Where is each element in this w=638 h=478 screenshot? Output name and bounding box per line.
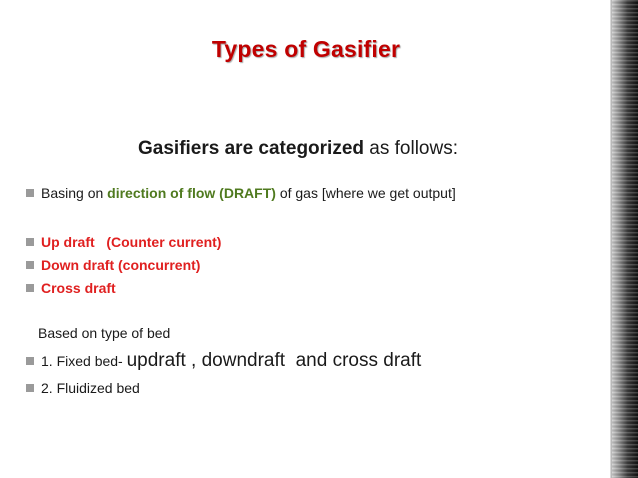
square-bullet-icon: [26, 384, 34, 392]
bed-fixed-prefix: 1. Fixed bed-: [41, 353, 127, 369]
square-bullet-icon: [26, 357, 34, 365]
basis-highlight: direction of flow (DRAFT): [107, 185, 276, 201]
bed-fluidized-label: 2. Fluidized bed: [41, 380, 140, 396]
square-bullet-icon: [26, 189, 34, 197]
slide-subtitle: [138, 138, 458, 160]
basis-suffix: of gas [where we get output]: [279, 185, 456, 201]
bed-item-fluidized: [26, 380, 140, 396]
slide-title: Types of Gasifier: [211, 36, 401, 62]
square-bullet-icon: [26, 261, 34, 269]
square-bullet-icon: [26, 284, 34, 292]
draft-item-label: Cross draft: [41, 280, 116, 296]
subtitle-bold: Gasifiers are categorized: [138, 138, 364, 159]
slide-edge-decoration: [612, 0, 638, 478]
basis-prefix: Basing on: [41, 185, 104, 201]
draft-item-downdraft: [26, 257, 200, 273]
draft-item-label: Up draft (Counter current): [41, 234, 222, 250]
draft-item-label: Down draft (concurrent): [41, 257, 201, 273]
bed-fixed-options: updraft , downdraft and cross draft: [126, 350, 422, 371]
subtitle-rest: as follows:: [364, 138, 458, 159]
draft-item-crossdraft: [26, 280, 116, 296]
draft-item-updraft: [26, 234, 221, 250]
square-bullet-icon: [26, 238, 34, 246]
bed-item-fixed: [26, 350, 421, 372]
bed-heading: Based on type of bed: [38, 325, 171, 341]
basis-bullet-item: [26, 185, 456, 201]
